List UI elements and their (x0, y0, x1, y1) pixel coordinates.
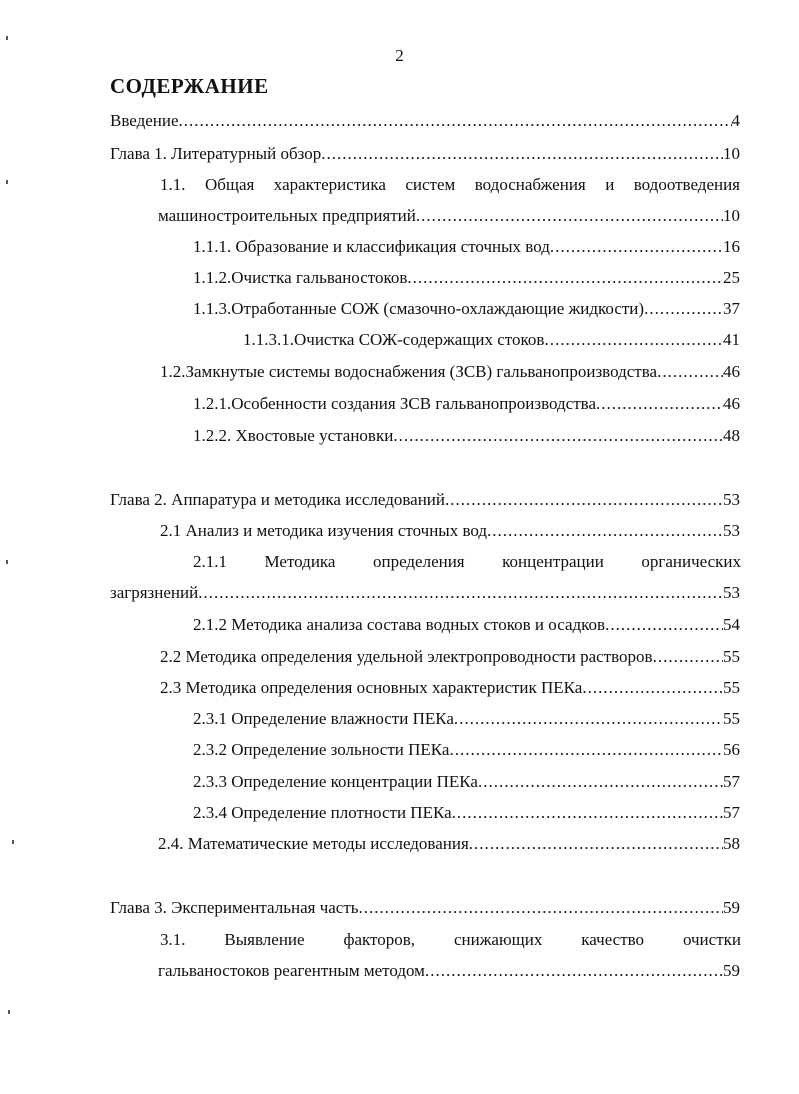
toc-entry-page: 41 (723, 330, 740, 349)
toc-entry-2-1 (160, 521, 740, 541)
toc-entry-text: 2.3.3 Определение концентрации ПЕКа (193, 772, 478, 791)
toc-entry-3-1-line1: 3.1. Выявление факторов, снижающих качество очистки (160, 930, 741, 949)
toc-entry-page: 53 (723, 490, 740, 509)
toc-entry-page: 53 (723, 583, 740, 602)
scan-artifact (8, 1010, 10, 1014)
scan-artifact (12, 840, 14, 844)
toc-entry-text: 2.3.2 Определение зольности ПЕКа (193, 740, 450, 759)
toc-entry-1-1-3-1 (243, 330, 740, 350)
toc-entry-text: Введение (110, 111, 179, 130)
toc-entry-2-3-2 (193, 740, 740, 760)
toc-entry-2-3-4 (193, 803, 740, 823)
toc-entry-text: 2.1 Анализ и методика изучения сточных вод (160, 521, 488, 540)
toc-entry-text: 2.1.2 Методика анализа состава водных стоков и осадков (193, 615, 606, 634)
toc-entry-1-2-1 (193, 394, 740, 414)
toc-entry-page: 10 (723, 206, 740, 225)
toc-entry-2-3 (160, 678, 740, 698)
toc-entry-2-4 (158, 834, 740, 854)
toc-entry-1-1-line1: 1.1. Общая характеристика систем водоснабжения и водоотведения (160, 175, 740, 194)
toc-entry-chapter-2 (110, 490, 740, 510)
toc-entry-text: 1.1.3.Отработанные СОЖ (смазочно-охлаждающие жидкости) (193, 299, 645, 318)
toc-entry-chapter-1 (110, 144, 740, 164)
toc-entry-page: 16 (723, 237, 740, 256)
toc-entry-text: 2.2 Методика определения удельной электропроводности растворов (160, 647, 653, 666)
toc-entry-text: 2.3.1 Определение влажности ПЕКа (193, 709, 454, 728)
toc-entry-text: 1.1.1. Образование и классификация сточных вод (193, 237, 550, 256)
toc-entry-2-1-1-line2 (110, 583, 740, 603)
toc-entry-1-1-line2 (158, 206, 740, 226)
scan-artifact (6, 180, 8, 184)
toc-entry-text: Глава 3. Экспериментальная часть (110, 898, 359, 917)
toc-entry-text: загрязнений (110, 583, 199, 602)
toc-entry-text: 2.3.4 Определение плотности ПЕКа (193, 803, 452, 822)
page-title: СОДЕРЖАНИЕ (110, 74, 269, 98)
toc-entry-3-1-line2 (158, 961, 740, 981)
toc-entry-text: Глава 1. Литературный обзор (110, 144, 322, 163)
toc-entry-intro (110, 111, 740, 131)
toc-entry-page: 59 (723, 961, 740, 980)
page-number: 2 (395, 46, 404, 65)
toc-entry-page: 58 (723, 834, 740, 853)
toc-entry-page: 59 (723, 898, 740, 917)
toc-entry-text: гальваностоков реагентным методом (158, 961, 425, 980)
toc-entry-2-1-1-line1: 2.1.1 Методика определения концентрации органических (193, 552, 741, 571)
toc-entry-page: 54 (723, 615, 740, 634)
toc-entry-2-1-2 (193, 615, 740, 635)
toc-entry-page: 53 (723, 521, 740, 540)
toc-entry-text: машиностроительных предприятий (158, 206, 416, 225)
toc-entry-1-2-2 (193, 426, 740, 446)
toc-entry-page: 46 (723, 394, 740, 413)
toc-entry-page: 46 (723, 362, 740, 381)
toc-entry-2-3-1 (193, 709, 740, 729)
scan-artifact (6, 36, 8, 40)
toc-entry-1-2 (160, 362, 740, 382)
toc-entry-text: 1.2.2. Хвостовые установки (193, 426, 394, 445)
toc-entry-text: 1.1.3.1.Очистка СОЖ-содержащих стоков (243, 330, 545, 349)
toc-entry-page: 48 (723, 426, 740, 445)
toc-entry-page: 55 (723, 709, 740, 728)
toc-entry-1-1-3 (193, 299, 740, 319)
toc-entry-page: 10 (723, 144, 740, 163)
toc-entry-chapter-3 (110, 898, 740, 918)
toc-entry-page: 55 (723, 678, 740, 697)
toc-entry-text: 1.2.1.Особенности создания ЗСВ гальванопроизводства (193, 394, 596, 413)
toc-entry-page: 4 (731, 111, 740, 130)
toc-entry-1-1-1 (193, 237, 740, 257)
scan-artifact (6, 560, 8, 564)
toc-entry-text: Глава 2. Аппаратура и методика исследований (110, 490, 445, 509)
toc-entry-1-1-2 (193, 268, 740, 288)
toc-entry-text: 2.4. Математические методы исследования (158, 834, 469, 853)
toc-entry-page: 37 (723, 299, 740, 318)
toc-entry-page: 55 (723, 647, 740, 666)
toc-entry-page: 57 (723, 772, 740, 791)
toc-entry-text: 2.3 Методика определения основных характеристик ПЕКа (160, 678, 583, 697)
toc-entry-page: 56 (723, 740, 740, 759)
toc-entry-page: 25 (723, 268, 740, 287)
toc-entry-text: 1.2.Замкнутые системы водоснабжения (ЗСВ) гальванопроизводства (160, 362, 658, 381)
toc-entry-2-2 (160, 647, 740, 667)
toc-entry-page: 57 (723, 803, 740, 822)
toc-entry-2-3-3 (193, 772, 740, 792)
toc-entry-text: 1.1.2.Очистка гальваностоков (193, 268, 408, 287)
